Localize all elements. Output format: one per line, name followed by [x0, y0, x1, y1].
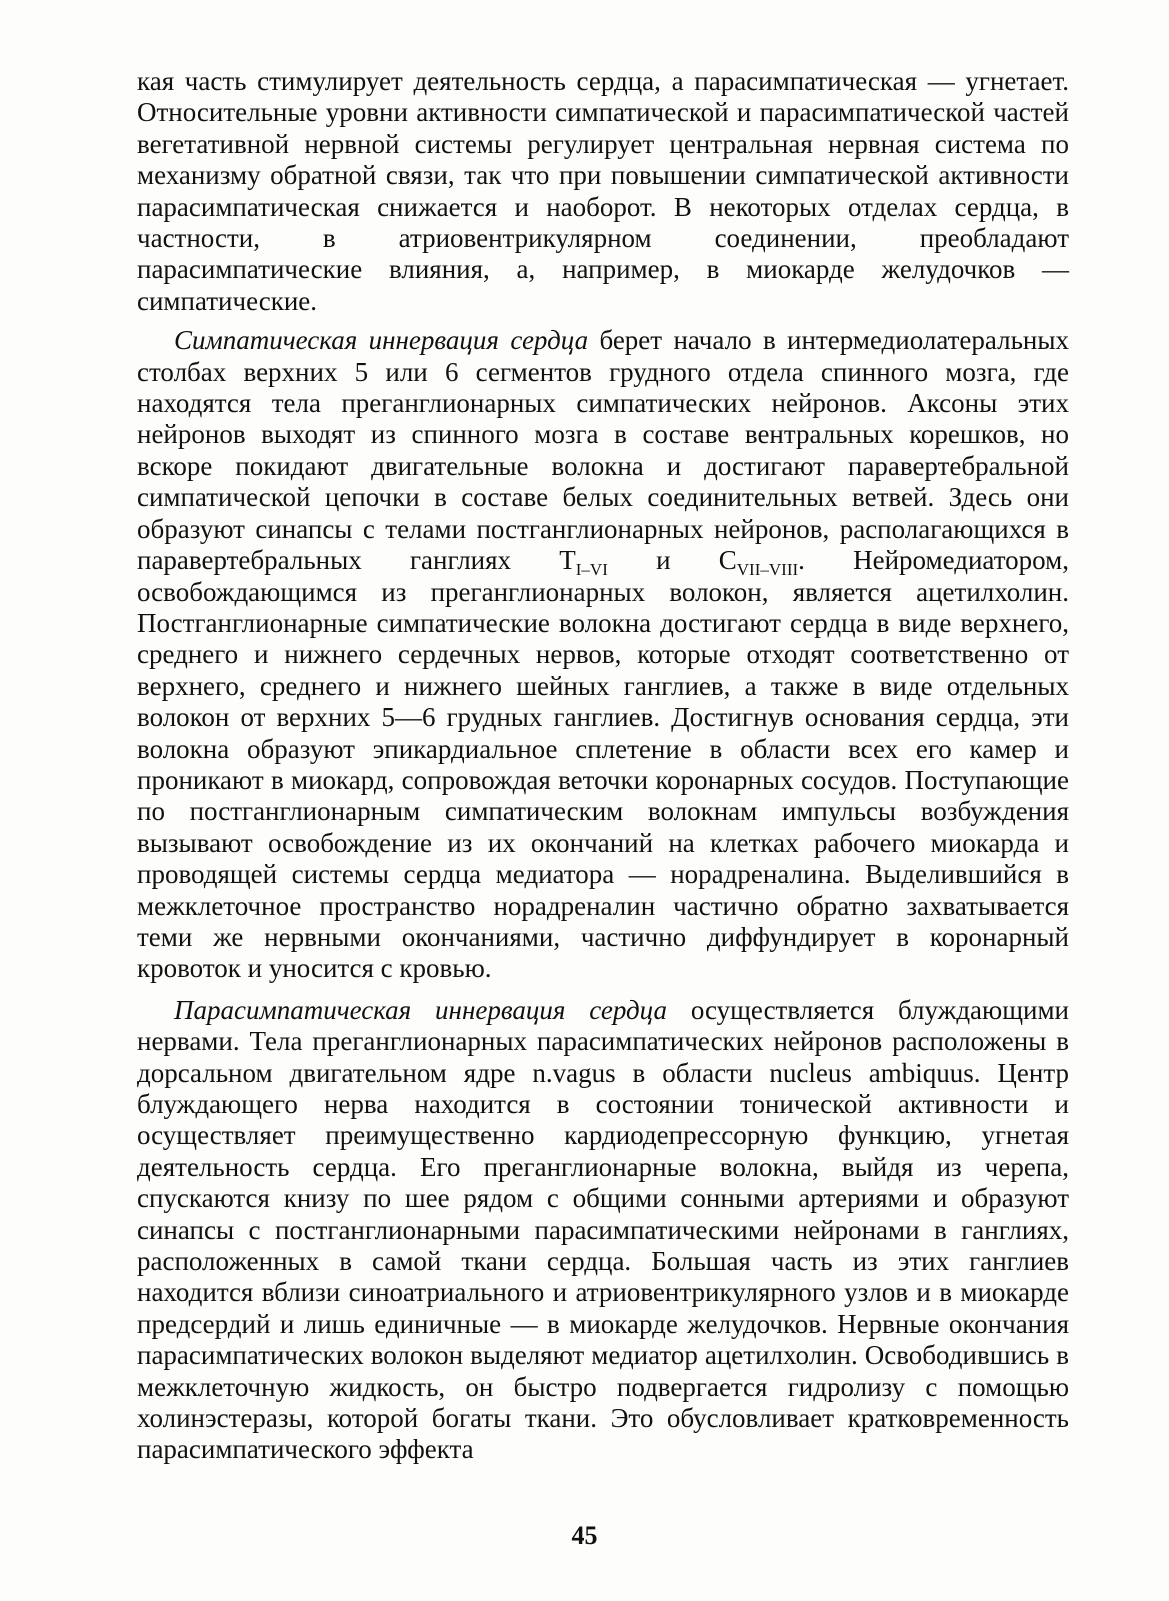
paragraph-continuation	[137, 66, 1069, 317]
paragraph-text: осуществляется блуждающими нервами. Тела преганглионарных парасимпатических нейронов расположены в дорсальном двигательном ядре n.vagus в области nucleus ambiquus. Центр блуждающего нерва находится в состоянии тонической активности и осуществляет преимущественно кардиодепрессорную функцию, угнетая деятельность сердца. Его преганглионарные волокна, выйдя из черепа, спускаются книзу по шее рядом с общими сонными артериями и образуют синапсы с постганглионарными парасимпатическими нейронами в ганглиях, расположенных в самой ткани сердца. Большая часть из этих ганглиев находится вблизи синоатриального и атриовентрикулярного узлов и в миокарде предсердий и лишь единичные — в миокарде желудочков. Нервные окончания парасимпатических волокон выделяют медиатор ацетилхолин. Освободившись в межклеточную жидкость, он быстро подвергается гидролизу с помощью холинэстеразы, которой богаты ткани. Это обусловливает кратковременность парасимпатического эффекта	[137, 994, 1069, 1465]
paragraph-text: кая часть стимулирует деятельность сердца, а парасимпатическая — угнетает. Относительные уровни активности симпатической и парасимпатической частей вегетативной нервной системы регулирует центральная нервная система по механизму обратной связи, так что при повышении симпатической активности парасимпатическая снижается и наоборот. В некоторых отделах сердца, в частности, в атриовентрикулярном соединении, преобладают парасимпатические влияния, а, например, в миокарде желудочков — симпатические.	[137, 66, 1069, 316]
paragraph-heading-parasympathetic: Парасимпатическая иннервация сердца	[174, 994, 667, 1025]
paragraph-text: и C	[607, 545, 737, 576]
paragraph-text: берет начало в интермедиолатеральных столбах верхних 5 или 6 сегментов грудного отдела спинного мозга, где находятся тела преганглионарных симпатических нейронов. Аксоны этих нейронов выходят из спинного мозга в составе вентральных корешков, но вскоре покидают двигательные волокна и достигают паравертебральной симпатической цепочки в составе белых соединительных ветвей. Здесь они образуют синапсы с телами постганглионарных нейронов, располагающихся в паравертебральных ганглиях T	[137, 325, 1070, 576]
subscript-cervical-segments: VII–VIII	[736, 560, 799, 580]
page-number: 45	[571, 1521, 598, 1550]
paragraph-sympathetic	[137, 325, 1069, 985]
subscript-thoracic-segments: I–VI	[575, 560, 608, 580]
body-text	[137, 66, 1069, 1466]
paragraph-text: . Нейромедиатором, освобождающимся из преганглионарных волокон, является ацетилхолин. Постганглионарные симпатические волокна достигают сердца в виде верхнего, среднего и нижнего сердечных нервов, которые отходят соответственно от верхнего, среднего и нижнего шейных ганглиев, а также в виде отдельных волокон от верхних 5—6 грудных ганглиев. Достигнув основания сердца, эти волокна образуют эпикардиальное сплетение в области всех его камер и проникают в миокард, сопровождая веточки коронарных сосудов. Поступающие по постганглионарным симпатическим волокнам импульсы возбуждения вызывают освобождение из их окончаний на клетках рабочего миокарда и проводящей системы сердца медиатора — норадреналина. Выделившийся в межклеточное пространство норадреналин частично обратно захватывается теми же нервными окончаниями, частично диффундирует в коронарный кровоток и уносится с кровью.	[137, 545, 1069, 984]
paragraph-heading-sympathetic: Симпатическая иннервация сердца	[174, 325, 589, 356]
paragraph-parasympathetic	[137, 995, 1069, 1466]
